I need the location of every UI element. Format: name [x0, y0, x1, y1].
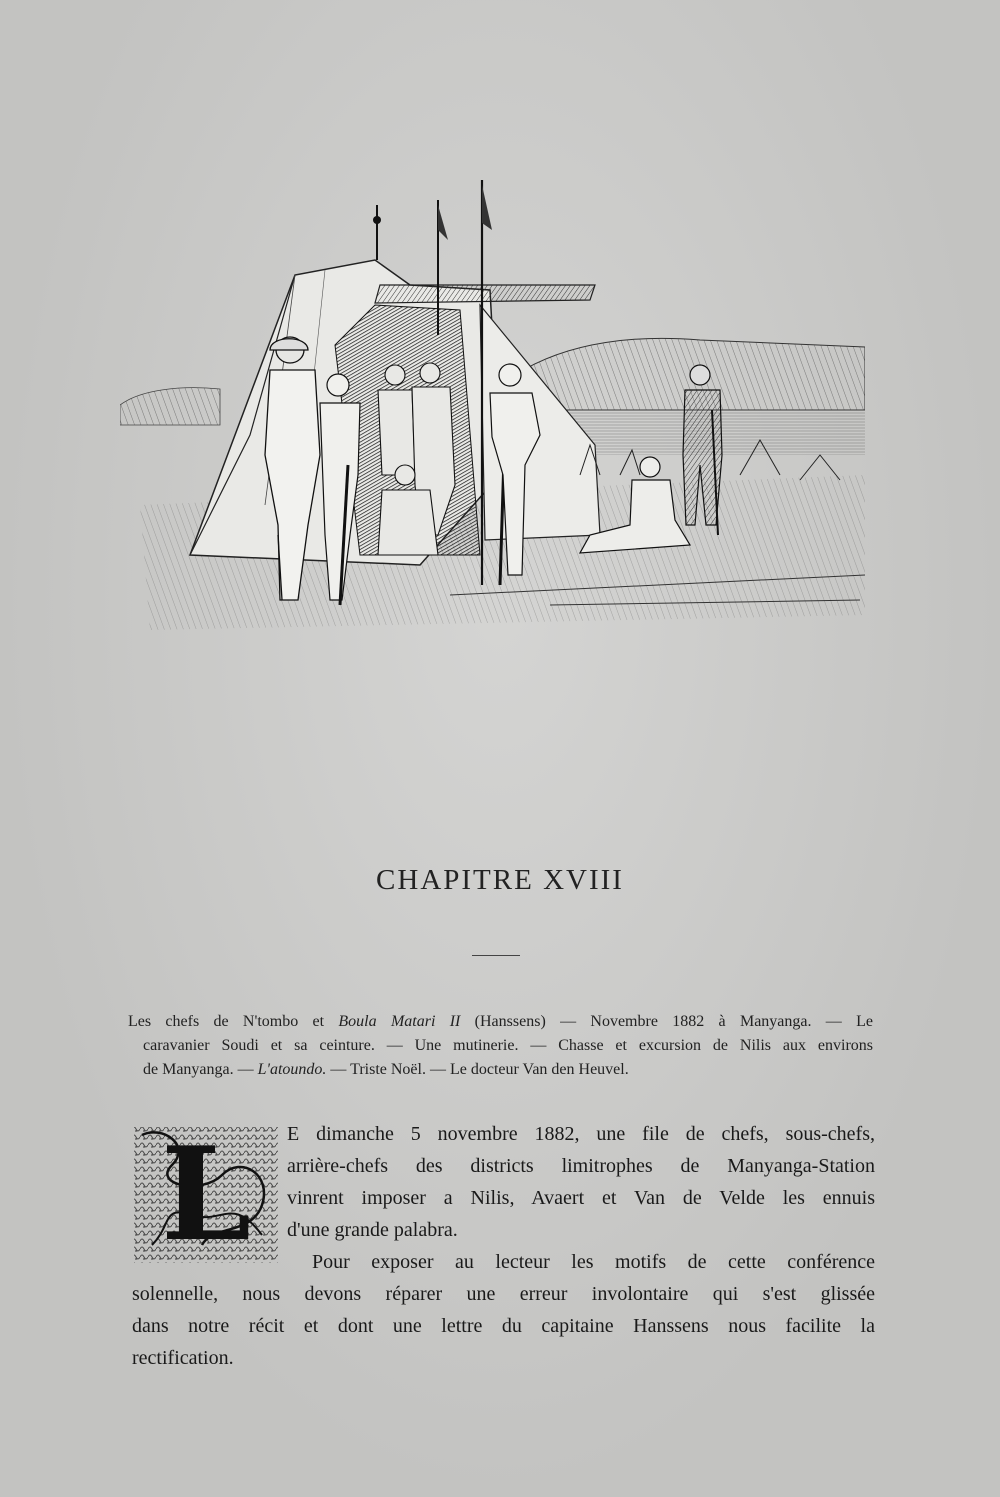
summary-line: [128, 1010, 873, 1034]
summary-italic-text: L'atoundo.: [257, 1061, 327, 1078]
chapter-summary: [128, 1010, 873, 1082]
body-line: d'une grande palabra.: [287, 1219, 458, 1241]
summary-text: — Triste Noël. — Le docteur Van den Heuvel.: [326, 1061, 629, 1078]
body-line: dans notre récit et dont une lettre du capitaine Hanssens nous facilite la: [132, 1315, 875, 1337]
summary-text: (Hanssens) — Novembre 1882 à Manyanga. — Le: [460, 1013, 873, 1030]
body-line: solennelle, nous devons réparer une erreur involontaire qui s'est glissée: [132, 1283, 875, 1305]
body-line: rectification.: [132, 1347, 234, 1369]
summary-line: [128, 1034, 873, 1058]
initial-continuation: E: [287, 1123, 300, 1145]
drop-cap-letter: L: [161, 1120, 251, 1270]
chapter-title: CHAPITRE XVIII: [376, 864, 624, 896]
body-line: vinrent imposer a Nilis, Avaert et Van de Velde les ennuis: [287, 1187, 875, 1209]
body-line: Pour exposer au lecteur les motifs de cette conférence: [312, 1251, 875, 1273]
body-line-text: dimanche 5 novembre 1882, une file de chefs, sous-chefs,: [299, 1123, 875, 1145]
summary-italic-text: Boula Matari II: [338, 1013, 461, 1030]
body-line: arrière-chefs des districts limitrophes de Manyanga-Station: [287, 1155, 875, 1177]
body-text: [132, 1118, 875, 1374]
title-divider: [472, 955, 520, 956]
summary-text: Les chefs de N'tombo et: [128, 1013, 339, 1030]
summary-text: caravanier Soudi et sa ceinture. — Une mutinerie. — Chasse et excursion de Nilis aux environs: [143, 1037, 873, 1054]
body-line: [132, 1118, 875, 1150]
engraving-camp-illustration: [120, 175, 865, 630]
summary-text: de Manyanga. —: [143, 1061, 258, 1078]
summary-line: [128, 1058, 873, 1082]
